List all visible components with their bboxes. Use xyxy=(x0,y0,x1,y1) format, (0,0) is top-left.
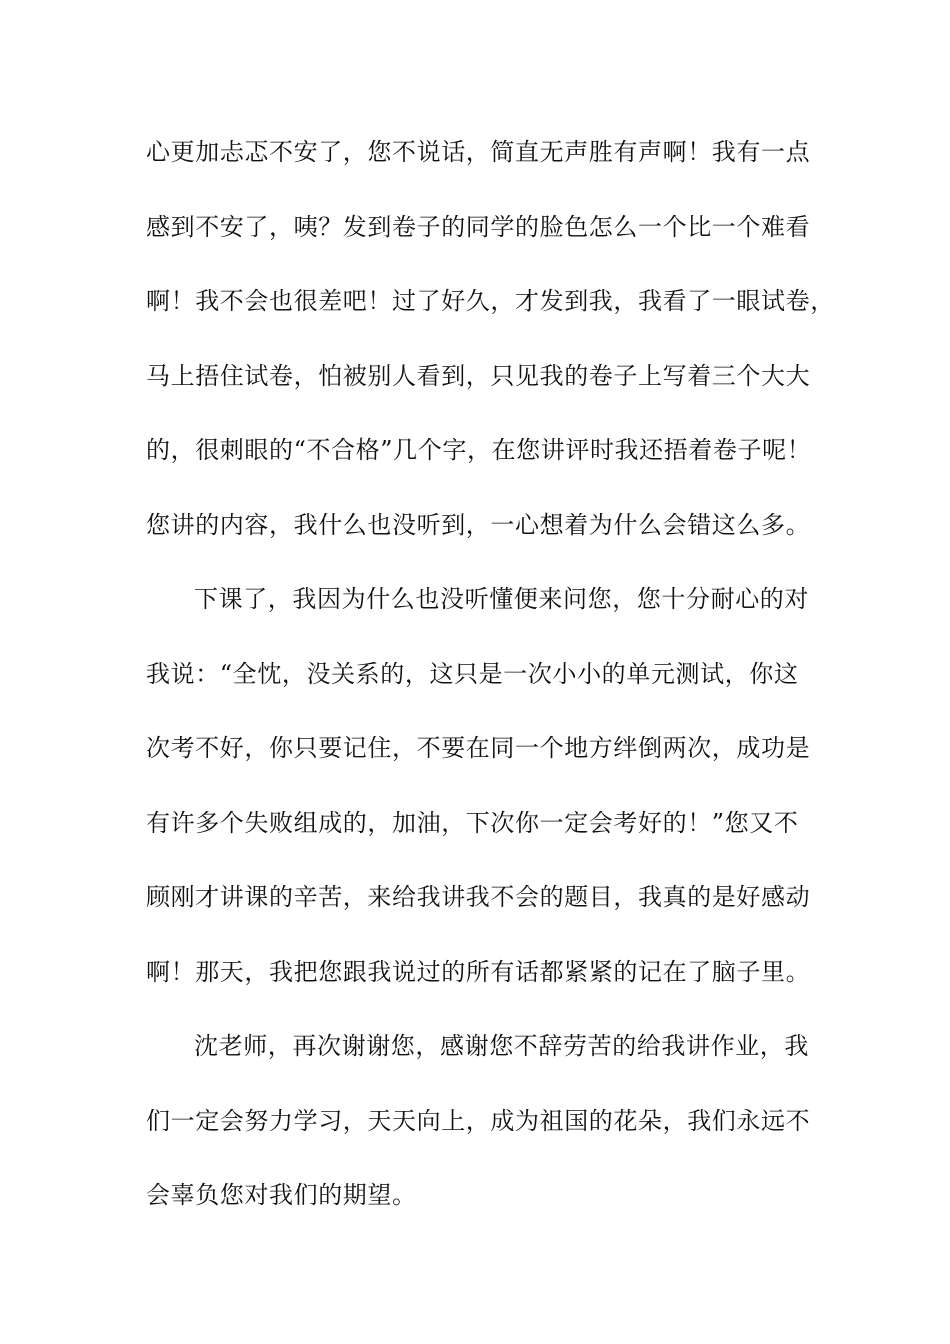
text-line: 次考不好，你只要记住，不要在同一个地方绊倒两次，成功是 xyxy=(146,734,811,762)
text-line: 啊！那天，我把您跟我说过的所有话都紧紧的记在了脑子里。 xyxy=(146,957,811,986)
text-line: 感到不安了，咦？发到卷子的同学的脸色怎么一个比一个难看 xyxy=(146,212,811,241)
text-line: 顾刚才讲课的辛苦，来给我讲我不会的题目，我真的是好感动 xyxy=(146,883,811,911)
text-line: 马上捂住试卷，怕被别人看到，只见我的卷子上写着三个大大 xyxy=(146,361,811,390)
text-line: 们一定会努力学习，天天向上，成为祖国的花朵，我们永远不 xyxy=(146,1106,811,1135)
text-line: 啊！我不会也很差吧！过了好久，才发到我，我看了一眼试卷， xyxy=(146,287,835,315)
text-line: 我说：“全忱，没关系的，这只是一次小小的单元测试，你这 xyxy=(146,659,799,688)
text-line: 您讲的内容，我什么也没听到，一心想着为什么会错这么多。 xyxy=(146,510,811,539)
text-line: 心更加忐忑不安了，您不说话，简直无声胜有声啊！我有一点 xyxy=(146,138,811,166)
text-line: 的，很刺眼的“不合格”几个字，在您讲评时我还捂着卷子呢！ xyxy=(146,436,812,464)
paragraph-start-line: 下课了，我因为什么也没听懂便来问您，您十分耐心的对 xyxy=(194,585,809,613)
paragraph-start-line: 沈老师，再次谢谢您，感谢您不辞劳苦的给我讲作业，我 xyxy=(194,1032,809,1060)
text-line: 会辜负您对我们的期望。 xyxy=(146,1181,417,1209)
document-body xyxy=(146,130,835,1248)
text-line: 有许多个失败组成的，加油，下次你一定会考好的！”您又不 xyxy=(146,808,799,837)
